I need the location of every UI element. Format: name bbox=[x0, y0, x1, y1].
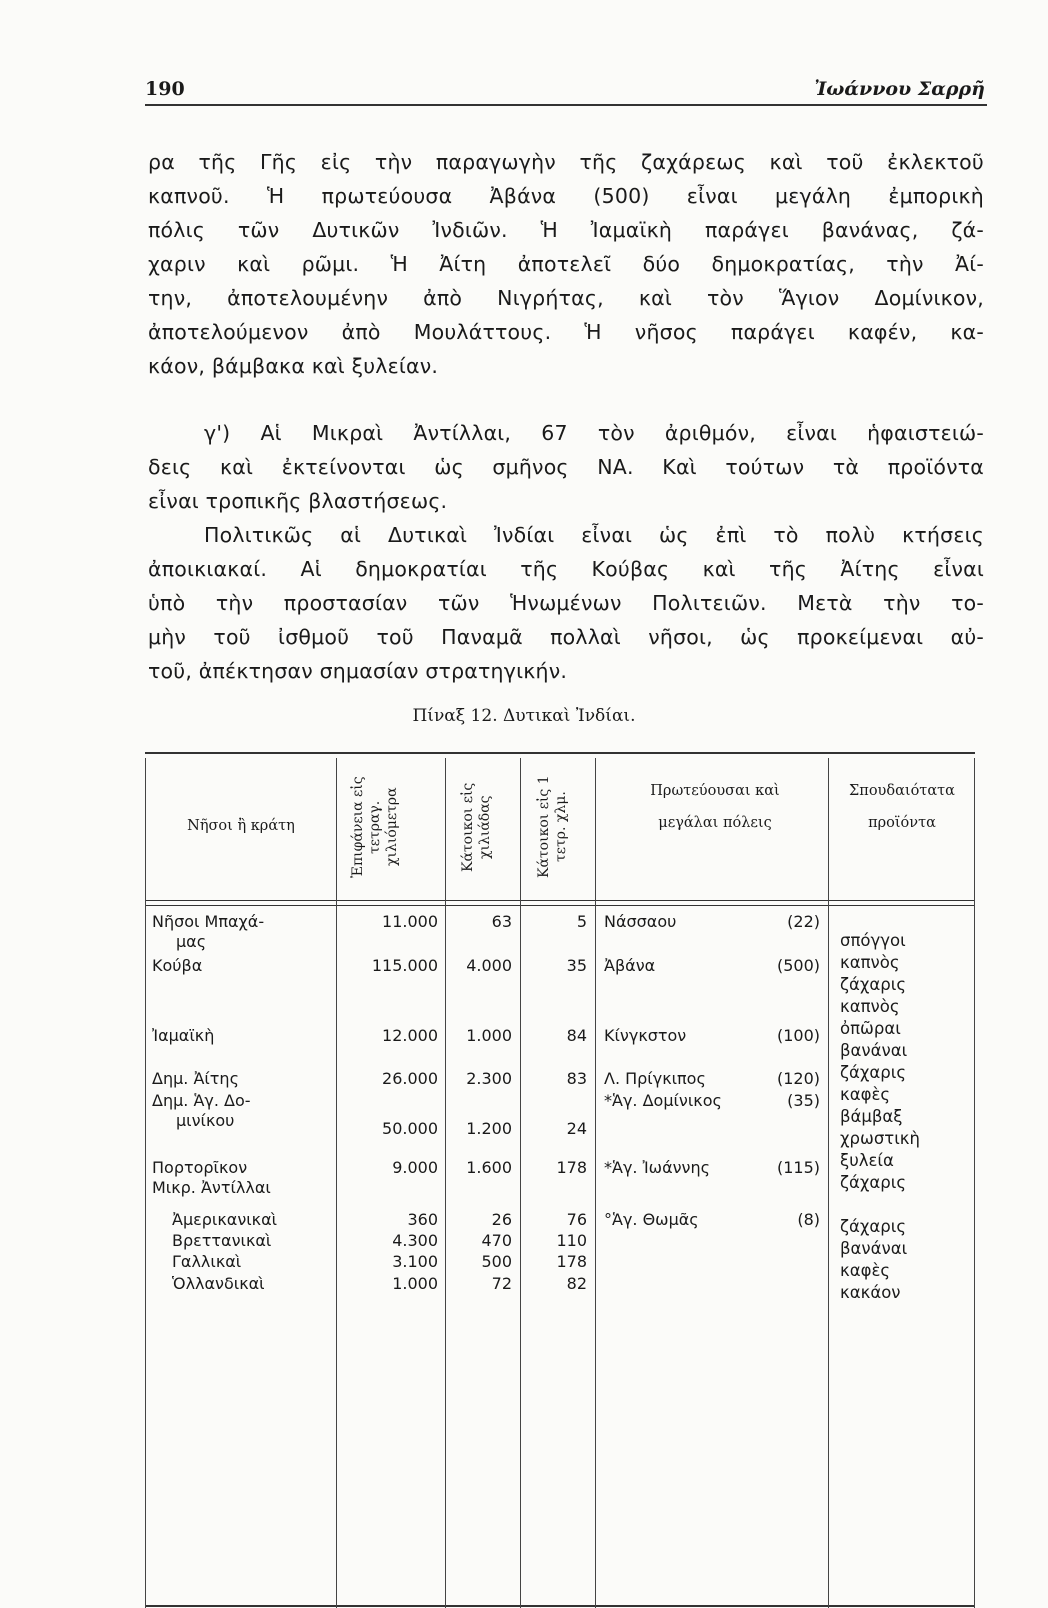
column-divider bbox=[336, 758, 337, 1608]
row-population: 500 bbox=[481, 1252, 512, 1271]
row-area: 1.000 bbox=[392, 1274, 438, 1293]
product-item: καπνὸς bbox=[840, 953, 900, 972]
row-name: Γαλλικαὶ bbox=[172, 1252, 242, 1271]
row-population: 1.600 bbox=[466, 1158, 512, 1177]
row-capital: Νάσσαου bbox=[604, 912, 677, 931]
column-divider bbox=[828, 758, 829, 1608]
product-item: ζάχαρις bbox=[840, 1217, 906, 1236]
row-capital-pop: (115) bbox=[776, 1158, 820, 1177]
column-divider bbox=[145, 758, 146, 1608]
row-name: Ὁλλανδικαὶ bbox=[172, 1274, 265, 1293]
row-area: 12.000 bbox=[382, 1026, 438, 1045]
body-line: ἀποτελούμενον ἀπὸ Μουλάττους. Ἡ νῆσος παράγει καφέν, κα- bbox=[148, 320, 984, 344]
product-item: βάμβαξ bbox=[840, 1107, 903, 1126]
row-population: 2.300 bbox=[466, 1069, 512, 1088]
header-name: Νῆσοι ἢ κράτη bbox=[187, 818, 295, 834]
row-capital: *Ἁγ. Ἰωάννης bbox=[604, 1158, 711, 1177]
row-density: 82 bbox=[566, 1274, 587, 1293]
body-line: πόλις τῶν Δυτικῶν Ἰνδιῶν. Ἡ Ἰαμαϊκὴ παράγει βανάνας, ζά- bbox=[148, 218, 984, 242]
body-line: τοῦ, ἀπέκτησαν σημασίαν στρατηγικήν. bbox=[148, 659, 568, 683]
row-name: Πορτορῖκον bbox=[152, 1158, 248, 1177]
row-density: 76 bbox=[566, 1210, 587, 1229]
row-name: Νῆσοι Μπαχά- bbox=[152, 912, 265, 931]
row-capital-pop: (22) bbox=[787, 912, 820, 931]
row-capital-pop: (100) bbox=[776, 1026, 820, 1045]
column-divider bbox=[445, 758, 446, 1608]
row-capital: Λ. Πρίγκιπος bbox=[604, 1069, 706, 1088]
body-line: εἶναι τροπικῆς βλαστήσεως. bbox=[148, 489, 448, 513]
product-item: καφὲς bbox=[840, 1261, 891, 1280]
product-item bbox=[840, 1194, 920, 1216]
row-area: 9.000 bbox=[392, 1158, 438, 1177]
body-line: Πολιτικῶς αἱ Δυτικαὶ Ἰνδίαι εἶναι ὡς ἐπὶ τὸ πολὺ κτήσεις bbox=[204, 523, 984, 547]
body-line: καπνοῦ. Ἡ πρωτεύουσα Ἀβάνα (500) εἶναι μεγάλη ἐμπορικὴ bbox=[148, 184, 984, 208]
body-line: μὴν τοῦ ἰσθμοῦ τοῦ Παναμᾶ πολλαὶ νῆσοι, ὡς προκείμεναι αὐ- bbox=[148, 625, 984, 649]
row-capital-pop: (8) bbox=[797, 1210, 820, 1229]
header-density: Κάτοικοι εἰς 1 τετρ. χλμ. bbox=[536, 775, 569, 879]
row-area: 3.100 bbox=[392, 1252, 438, 1271]
table-bottom-rule bbox=[145, 1605, 975, 1607]
product-item: καφὲς bbox=[840, 1085, 891, 1104]
header-capitals: Πρωτεύουσαι καὶ μεγάλαι πόλεις bbox=[650, 783, 780, 831]
row-name: Δημ. Ἀίτης bbox=[152, 1069, 239, 1088]
row-name: Ἀμερικανικαὶ bbox=[172, 1210, 278, 1229]
column-divider bbox=[974, 758, 975, 1608]
row-population: 72 bbox=[491, 1274, 512, 1293]
product-item: ζάχαρις bbox=[840, 1173, 906, 1192]
row-name: Κούβα bbox=[152, 956, 203, 975]
row-area: 115.000 bbox=[371, 956, 438, 975]
row-area: 26.000 bbox=[382, 1069, 438, 1088]
row-capital: *Ἁγ. Δομίνικος bbox=[604, 1091, 722, 1110]
body-line: χαριν καὶ ρῶμι. Ἡ Ἀίτη ἀποτελεῖ δύο δημοκρατίας, τὴν Ἀί- bbox=[148, 252, 984, 276]
page-number: 190 bbox=[145, 78, 185, 100]
row-capital: °Ἁγ. Θωμᾶς bbox=[604, 1210, 699, 1229]
row-area: 4.300 bbox=[392, 1231, 438, 1250]
row-capital-pop: (500) bbox=[776, 956, 820, 975]
row-name: Δημ. Ἁγ. Δο- bbox=[152, 1091, 251, 1110]
header-rule bbox=[145, 104, 987, 106]
row-population: 4.000 bbox=[466, 956, 512, 975]
column-divider bbox=[520, 758, 521, 1608]
body-line: την, ἀποτελουμένην ἀπὸ Νιγρήτας, καὶ τὸν Ἅγιον Δομίνικον, bbox=[148, 286, 984, 310]
product-item: ζάχαρις bbox=[840, 975, 906, 994]
column-divider bbox=[595, 758, 596, 1608]
row-name: Ἰαμαϊκὴ bbox=[152, 1026, 215, 1045]
row-area: 11.000 bbox=[382, 912, 438, 931]
product-item: χρωστικὴ bbox=[840, 1129, 920, 1148]
products-column bbox=[840, 930, 920, 1304]
row-population: 63 bbox=[491, 912, 512, 931]
row-population: 26 bbox=[491, 1210, 512, 1229]
row-population: 470 bbox=[481, 1231, 512, 1250]
header-products: Σπουδαιότατα προϊόντα bbox=[849, 783, 955, 831]
product-item: ξυλεία bbox=[840, 1151, 894, 1170]
product-item: βανάναι bbox=[840, 1041, 908, 1060]
product-item: βανάναι bbox=[840, 1239, 908, 1258]
row-name: Μικρ. Ἀντίλλαι bbox=[152, 1178, 271, 1197]
row-density: 178 bbox=[556, 1158, 587, 1177]
table-caption: Πίναξ 12. Δυτικαὶ Ἰνδίαι. bbox=[412, 706, 636, 726]
header-area: Ἐπιφάνεια εἰς τετραγ. χιλιόμετρα bbox=[350, 776, 400, 878]
product-item: ὀπῶραι bbox=[840, 1019, 901, 1038]
body-line: ἀποικιακαί. Αἱ δημοκρατίαι τῆς Κούβας καὶ τῆς Ἀίτης εἶναι bbox=[148, 557, 984, 581]
running-title: Ἰωάννου Σαρρῆ bbox=[814, 78, 985, 100]
body-line: ρα τῆς Γῆς εἰς τὴν παραγωγὴν τῆς ζαχάρεως καὶ τοῦ ἐκλεκτοῦ bbox=[148, 150, 984, 174]
row-density: 5 bbox=[576, 912, 587, 931]
product-item: κακάον bbox=[840, 1283, 901, 1302]
table-header-rule bbox=[145, 900, 975, 901]
table-top-rule bbox=[145, 752, 975, 754]
row-population: 1.000 bbox=[466, 1026, 512, 1045]
body-line: γ') Αἱ Μικραὶ Ἀντίλλαι, 67 τὸν ἀριθμόν, εἶναι ἡφαιστειώ- bbox=[204, 421, 984, 445]
row-area: 50.000 bbox=[382, 1119, 438, 1138]
row-capital: Κίνγκστον bbox=[604, 1026, 687, 1045]
body-line: δεις καὶ ἐκτείνονται ὡς σμῆνος ΝΑ. Καὶ τούτων τὰ προϊόντα bbox=[148, 455, 984, 479]
row-capital: Ἀβάνα bbox=[604, 956, 656, 975]
row-density: 24 bbox=[566, 1119, 587, 1138]
row-name: Βρεττανικαὶ bbox=[172, 1231, 272, 1250]
body-line: κάον, βάμβακα καὶ ξυλείαν. bbox=[148, 354, 439, 378]
row-density: 110 bbox=[556, 1231, 587, 1250]
body-line: ὑπὸ τὴν προστασίαν τῶν Ἡνωμένων Πολιτειῶν. Μετὰ τὴν το- bbox=[148, 591, 984, 615]
row-area: 360 bbox=[407, 1210, 438, 1229]
row-population: 1.200 bbox=[466, 1119, 512, 1138]
product-item: σπόγγοι bbox=[840, 931, 906, 950]
row-density: 178 bbox=[556, 1252, 587, 1271]
row-density: 83 bbox=[566, 1069, 587, 1088]
row-name-cont: μας bbox=[176, 932, 207, 951]
table-header-rule bbox=[145, 905, 975, 906]
row-capital-pop: (120) bbox=[776, 1069, 820, 1088]
row-capital-pop: (35) bbox=[787, 1091, 820, 1110]
row-density: 84 bbox=[566, 1026, 587, 1045]
row-name-cont: μινίκου bbox=[176, 1111, 235, 1130]
product-item: ζάχαρις bbox=[840, 1063, 906, 1082]
product-item: καπνὸς bbox=[840, 997, 900, 1016]
header-population: Κάτοικοι εἰς χιλιάδας bbox=[460, 782, 493, 872]
row-density: 35 bbox=[566, 956, 587, 975]
